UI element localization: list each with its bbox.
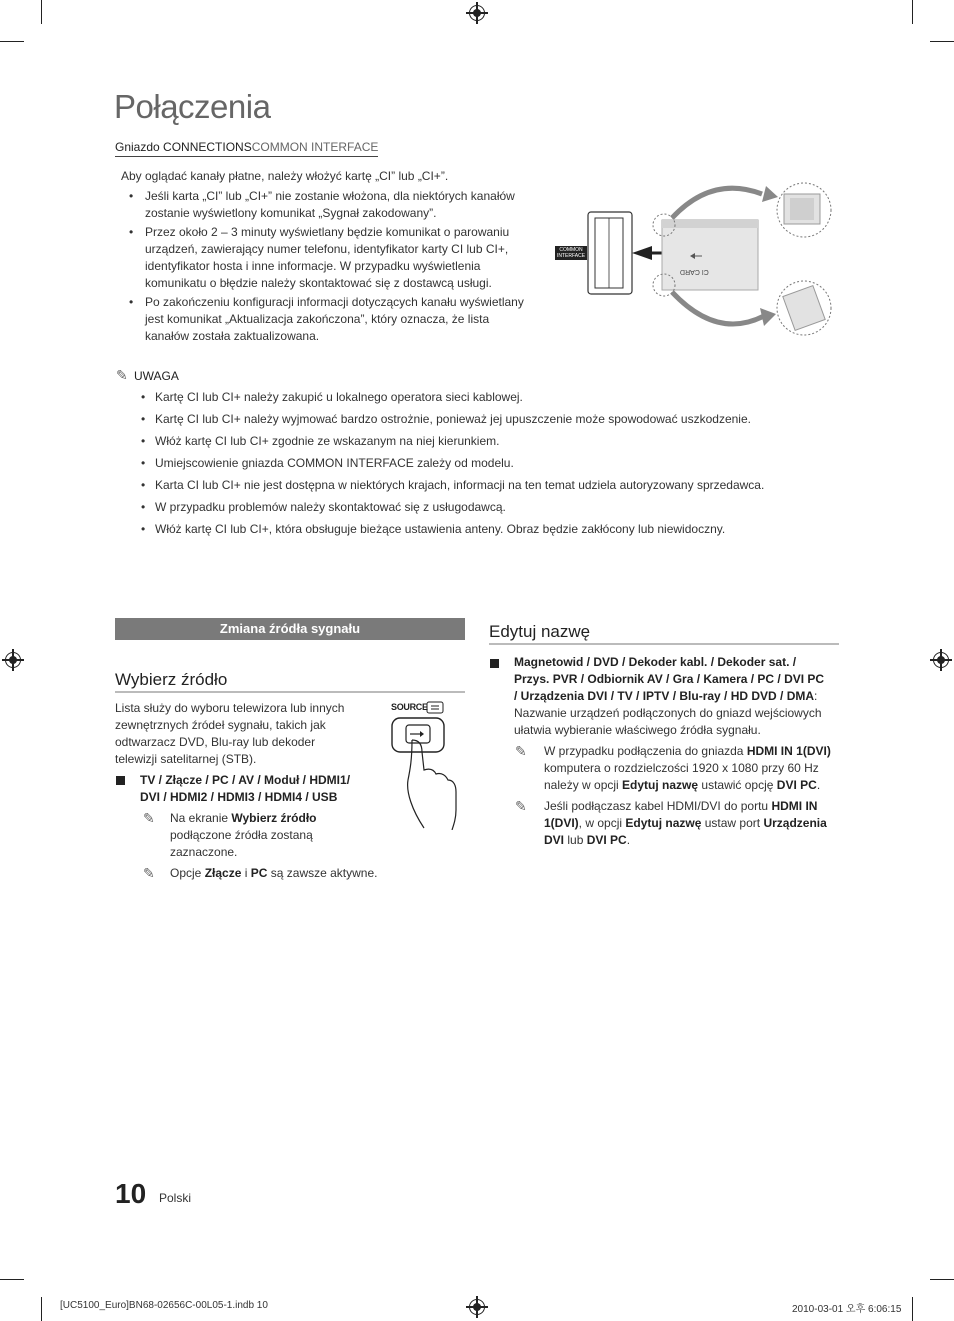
note-text: podłączone źródła zostaną zaznaczone.: [170, 828, 313, 859]
page-number: 10: [115, 1178, 147, 1209]
registration-mark-icon: [930, 649, 952, 671]
subtitle-suffix: COMMON INTERFACE: [251, 140, 379, 154]
registration-mark-icon: [466, 2, 488, 24]
right-item-bold: Magnetowid / DVD / Dekoder kabl. / Dekoder sat. / Przys. PVR / Odbiornik AV / Gra / Kamera / PC / DVI PC / Urządzenia DVI / TV / IPTV / Blu-ray / HD DVD / DMA: [514, 655, 825, 703]
left-note-2: [143, 865, 403, 882]
note-bold-text: HDMI IN 1(DVI): [746, 744, 831, 758]
note-bold-text: DVI PC: [776, 778, 817, 792]
pencil-note-icon: ✎: [515, 743, 527, 759]
subtitle-prefix: Gniazdo CONNECTIONS: [115, 140, 252, 154]
square-bullet-icon: [490, 659, 499, 668]
note-bold-text: Wybierz źródło: [231, 811, 317, 825]
section-subtitle: [115, 140, 378, 157]
square-bullet-icon: [116, 776, 125, 785]
note-header: [116, 367, 179, 384]
crop-mark: [930, 1279, 954, 1280]
crop-mark: [41, 0, 42, 24]
note-bold-text: DVI PC: [586, 833, 627, 847]
registration-mark-icon: [2, 649, 24, 671]
left-note-1: [143, 810, 343, 861]
list-item: • W przypadku problemów należy skontaktować się z usługodawcą.: [141, 496, 841, 518]
intro-bullet-list: [123, 188, 528, 345]
note-text: są zawsze aktywne.: [270, 866, 378, 880]
right-item: Magnetowid / DVD / Dekoder kabl. / Dekoder sat. / Przys. PVR / Odbiornik AV / Gra / Kamera / PC / DVI PC / Urządzenia DVI / TV / IPTV / Blu-ray / HD DVD / DMA: Nazwanie urządzeń podłączonych do gniazd wejściowych ułatwia wybieranie właściwego źródła sygnału.: [489, 654, 829, 739]
crop-mark: [912, 1297, 913, 1321]
crop-mark: [41, 1297, 42, 1321]
note-text: W przypadku podłączenia do gniazda: [544, 744, 744, 758]
note-text: , w opcji: [578, 816, 623, 830]
note-text: Opcje: [170, 866, 202, 880]
pencil-note-icon: ✎: [143, 865, 155, 881]
note-bold-text: PC: [250, 866, 268, 880]
footer-timestamp: 2010-03-01 오후 6:06:15: [792, 1304, 902, 1315]
note-bold-text: Złącze: [204, 866, 242, 880]
note-text: i: [244, 866, 248, 880]
crop-mark: [0, 1279, 24, 1280]
left-item: [115, 772, 365, 806]
list-item: • Umiejscowienie gniazda COMMON INTERFACE zależy od modelu.: [141, 452, 841, 474]
list-item: • Kartę CI lub CI+ należy wyjmować bardzo ostrożnie, ponieważ jej upuszczenie może spowodować uszkodzenie.: [141, 408, 841, 430]
crop-mark: [930, 41, 954, 42]
right-item-text: Nazwanie urządzeń podłączonych do gniazd wejściowych ułatwia wybieranie właściwego źródła sygnału.: [514, 706, 822, 737]
left-heading-rule: [115, 691, 465, 693]
note-bold-text: HDMI IN 1(DVI): [544, 799, 818, 830]
section-bar: Zmiana źródła sygnału: [115, 618, 465, 640]
registration-mark-icon: [466, 1296, 488, 1318]
pencil-note-icon: ✎: [143, 810, 155, 826]
crop-mark: [0, 41, 24, 42]
notes-list: [141, 386, 841, 540]
list-item: • Włóż kartę CI lub CI+, która obsługuje bieżące ustawienia anteny. Obraz będzie zakłócony lub niewidoczny.: [141, 518, 841, 540]
intro-text: Aby oglądać kanały płatne, należy włożyć kartę „CI” lub „CI+”.: [121, 169, 449, 183]
source-label: SOURCE: [391, 702, 428, 712]
page-title: Połączenia: [114, 88, 271, 125]
left-item-text: TV / Złącze / PC / AV / Moduł / HDMI1/ DVI / HDMI2 / HDMI3 / HDMI4 / USB: [140, 773, 351, 804]
crop-mark: [912, 0, 913, 24]
right-note-1: ✎ W przypadku podłączenia do gniazda HDMI IN 1(DVI) komputera o rozdzielczości 1920 x 1080 przy 60 Hz należy w opcji Edytuj nazwę ustawić opcję DVI PC.: [515, 743, 831, 792]
note-text: Jeśli podłączasz kabel HDMI/DVI do portu: [544, 799, 769, 813]
page-language: Polski: [159, 1191, 192, 1205]
pencil-note-icon: ✎: [116, 367, 128, 383]
list-item: • Przez około 2 – 3 minuty wyświetlany będzie komunikat o parowaniu urządzeń, zawierający numer telefonu, identyfikator karty CI lub CI+, identyfikator hosta i inne informacje. W przypadku wyświetlenia komunikatu o błędzie należy skontaktować się z dostawcą usługi.: [123, 224, 528, 292]
source-button-figure: [390, 700, 466, 830]
note-title: UWAGA: [134, 369, 179, 383]
note-text: ustawić opcję: [701, 778, 774, 792]
ci-card-figure: [552, 180, 837, 340]
right-note-2: ✎ Jeśli podłączasz kabel HDMI/DVI do portu HDMI IN 1(DVI), w opcji Edytuj nazwę ustaw port Urządzenia DVI lub DVI PC.: [515, 798, 827, 847]
note-text: lub: [567, 833, 584, 847]
right-heading-rule: [489, 643, 839, 645]
note-text: komputera o rozdzielczości 1920 x 1080 przy 60 Hz należy w opcji: [544, 761, 819, 792]
source-hand-illustration: [390, 700, 466, 830]
common-interface-label: COMMON INTERFACE: [556, 247, 586, 259]
list-item: • Po zakończeniu konfiguracji informacji dotyczących kanału wyświetlany jest komunikat „Aktualizacja zakończona”, który oznacza, że lista kanałów została zaktualizowana.: [123, 294, 528, 345]
list-item: • Karta CI lub CI+ nie jest dostępna w niektórych krajach, informacji na ten temat udziela autoryzowany sprzedawca.: [141, 474, 841, 496]
note-bold-text: Edytuj nazwę: [625, 816, 702, 830]
note-text: Na ekranie: [170, 811, 229, 825]
right-heading: Edytuj nazwę: [489, 622, 591, 641]
pencil-note-icon: ✎: [515, 798, 527, 814]
list-item: • Kartę CI lub CI+ należy zakupić u lokalnego operatora sieci kablowej.: [141, 386, 841, 408]
note-bold-text: Urządzenia DVI: [544, 816, 827, 847]
footer-file-info: [UC5100_Euro]BN68-02656C-00L05-1.indb 10: [60, 1300, 268, 1311]
list-item: • Jeśli karta „CI” lub „CI+” nie zostanie włożona, dla niektórych kanałów zostanie wyświetlony komunikat „Sygnał zakodowany”.: [123, 188, 528, 222]
note-bold-text: Edytuj nazwę: [622, 778, 699, 792]
ci-card-label: CI CARD: [680, 268, 709, 275]
list-item: • Włóż kartę CI lub CI+ zgodnie ze wskazanym na niej kierunkiem.: [141, 430, 841, 452]
ci-card-illustration: [552, 180, 837, 340]
left-heading: Wybierz źródło: [115, 670, 228, 689]
left-body: Lista służy do wyboru telewizora lub innych zewnętrznych źródeł sygnału, takich jak odtwarzacz DVD, Blu-ray lub dekoder telewizji satelitarnej (STB).: [115, 701, 345, 766]
note-text: ustaw port: [704, 816, 761, 830]
